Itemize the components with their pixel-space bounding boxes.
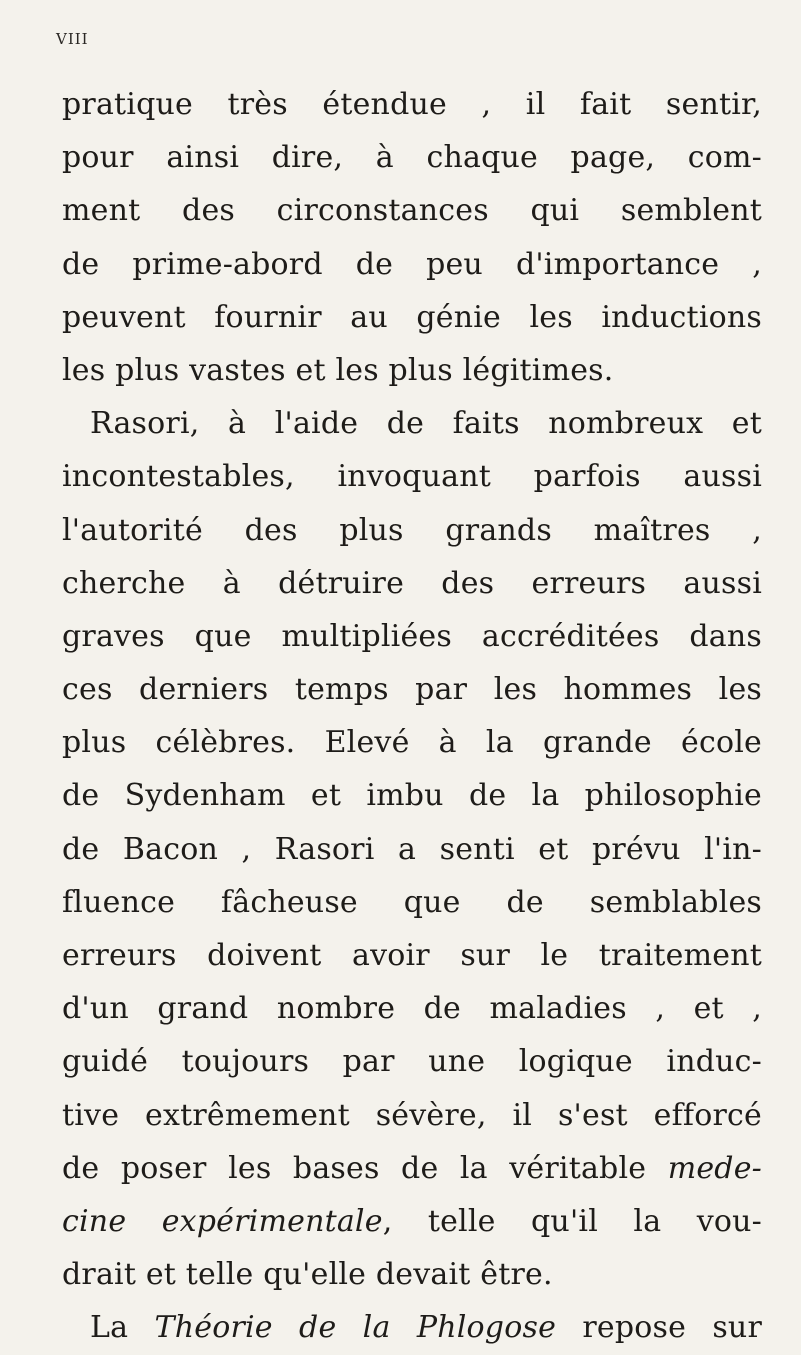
text-line-mixed [62,1301,762,1354]
text-line: tive extrêmement sévère, il s'est efforcé [62,1097,762,1133]
text-line: Rasori, à l'aide de faits nombreux et [90,406,762,442]
text-line: ces derniers temps par les hommes les [62,672,762,708]
text-line: l'autorité des plus grands maîtres , [62,512,762,548]
text-line: les plus vastes et les plus légitimes. [62,352,614,388]
text-line: guidé toujours par une logique induc- [62,1044,762,1080]
text-run: de poser les bases de la véritable [62,1150,647,1186]
text-line-mixed [62,1142,762,1195]
text-line-mixed [62,1195,762,1248]
text-line: pour ainsi dire, à chaque page, com- [62,140,762,176]
text-line: de Bacon , Rasori a senti et prévu l'in- [62,831,762,867]
text-run: , telle qu'il la vou- [382,1203,762,1239]
text-line: incontestables, invoquant parfois aussi [62,459,762,495]
text-line: de Sydenham et imbu de la philosophie [62,778,762,814]
italic-run: cine expérimentale [62,1203,383,1239]
text-run: La [90,1310,129,1346]
text-line: drait et telle qu'elle devait être. [62,1257,553,1293]
text-line: pratique très étendue , il fait sentir, [62,87,762,122]
text-line: erreurs doivent avoir sur le traitement [62,938,762,973]
text-line: d'un grand nombre de maladies , et , [62,991,762,1027]
body-text [62,78,762,1355]
italic-run: mede- [667,1150,762,1186]
italic-run: Théorie de la Phlogose [154,1310,557,1346]
text-line: graves que multipliées accréditées dans [62,618,762,654]
text-line: cherche à détruire des erreurs aussi [62,565,762,601]
text-line: ment des circonstances qui semblent [62,193,762,229]
text-line: de prime-abord de peu d'importance , [62,246,762,282]
text-line: fluence fâcheuse que de semblables [62,884,762,920]
text-line: plus célèbres. Elevé à la grande école [62,725,762,761]
text-run: repose sur [582,1310,762,1346]
page-number: VIII [56,30,89,48]
text-line: peuvent fournir au génie les inductions [62,299,762,335]
